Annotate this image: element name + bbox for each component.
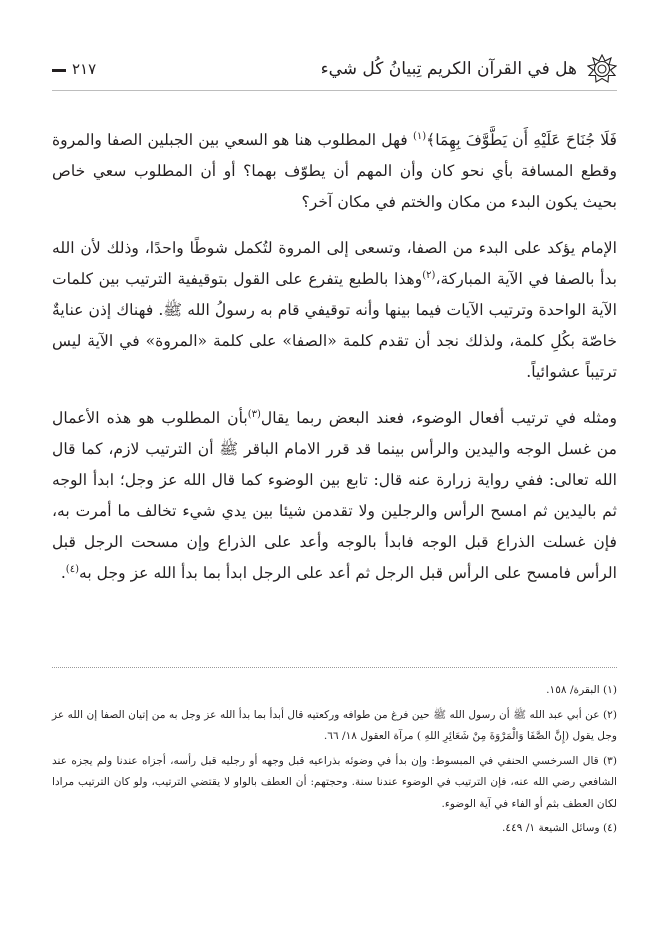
page-number-dash [52, 69, 66, 72]
page-number-value: ٢١٧ [72, 60, 97, 78]
page-number [52, 60, 96, 78]
rosette-ornament-icon [587, 54, 617, 84]
footnotes [52, 680, 617, 843]
main-text [52, 125, 617, 604]
footnote-ref-3[interactable]: (٣) [247, 408, 261, 420]
paragraph-3-text-c: . [60, 564, 66, 582]
footnote-divider [52, 667, 617, 668]
footnote-4: (٤) وسائل الشيعة ١/ ٤٤٩. [502, 822, 617, 834]
footnote-3: (٣) قال السرخسي الحنفي في المبسوط: وإن بدأ في وضوئه بذراعيه قبل وجهه أو رجليه قبل رأسه، أجزاه عندنا ولم يجزه عند الشافعي رضي الله عنه، فإن الترتيب في الوضوء عندنا سنة. وحجتهم: أن العطف بالواو لا يقتضي الترتيب، ولو كان الترتيب مرادا لكان العطف بثم أو الفاء في آية الوضوء. [52, 754, 617, 810]
paragraph-1-text: فهل المطلوب هنا هو السعي بين الجبلين الصفا والمروة وقطع المسافة بأي نحو كان وأن المهم أن يطوّف بهما؟ أو أن المطلوب سعي خاص بحيث يكون البدء من مكان والختم في مكان آخر؟ [52, 131, 617, 211]
paragraph-3 [52, 403, 617, 589]
footnote-1: (١) البقرة/ ١٥٨. [546, 684, 617, 696]
header-title: هل في القرآن الكريم تِبيانُ كُل شيء [320, 59, 577, 79]
footnote-ref-1[interactable]: (١) [412, 130, 427, 142]
footnote-ref-2[interactable]: (٢) [422, 269, 436, 281]
paragraph-2-text-b: وهذا بالطبع يتفرع على القول بتوقيفية الترتيب بين كلمات الآية الواحدة وترتيب الآيات فيما بينها وأنه توقيفي قام به رسولُ الله ﷺ. فهناك إذن عنايةٌ خاصّة بكُلِ كلمة، ولذلك نجد أن تقدم كلمة «الصفا» على كلمة «المروة» في الآية ليس ترتيباً عشوائياً. [52, 270, 617, 381]
footnote-2: (٢) عن أبي عبد الله ﷺ أن رسول الله ﷺ حين فرغ من طوافه وركعتيه قال أبدأ بما بدأ الله عز وجل به من إتيان الصفا إن الله عز وجل يقول (إِنَّ الصَّفَا وَالْمَرْوَةَ مِنْ شَعَائِرِ اللهِ ) مرآة العقول ١٨/ ٦٦. [52, 708, 617, 742]
header-divider [52, 90, 617, 91]
quran-verse: فَلَا جُنَاحَ عَلَيْهِ أَن يَطَّوَّفَ بِهِمَا﴾ [426, 131, 617, 149]
footnote-ref-4[interactable]: (٤) [65, 563, 79, 575]
paragraph-1 [52, 125, 617, 218]
running-header [52, 52, 617, 92]
paragraph-2-text-a: الإمام يؤكد على البدء من الصفا، وتسعى إلى المروة لتُكمل شوطًا واحدًا، وذلك لأن الله بدأ بالصفا في الآية المباركة، [52, 239, 617, 288]
paragraph-2 [52, 233, 617, 388]
paragraph-3-text-b: بأن المطلوب هو هذه الأعمال من غسل الوجه واليدين والرأس بينما قد قرر الامام الباقر ﷺ أن الترتيب لازم، كما قال الله تعالى: ففي رواية زرارة عنه قال: تابع بين الوضوء كما قال الله عز وجل؛ ابدأ الوجه ثم باليدين ثم امسح الرأس والرجلين ولا تقدمن شيئا بين يدي شيء تخالف ما أمرت به، فإن غسلت الذراع قبل الوجه فابدأ بالوجه وأعد على الذراع وإن مسحت الرجل قبل الرأس فامسح على الرأس قبل الرجل ثم أعد على الرجل ابدأ بما بدأ الله عز وجل به [52, 409, 617, 582]
paragraph-3-text-a: ومثله في ترتيب أفعال الوضوء، فعند البعض ربما يقال [260, 409, 617, 427]
